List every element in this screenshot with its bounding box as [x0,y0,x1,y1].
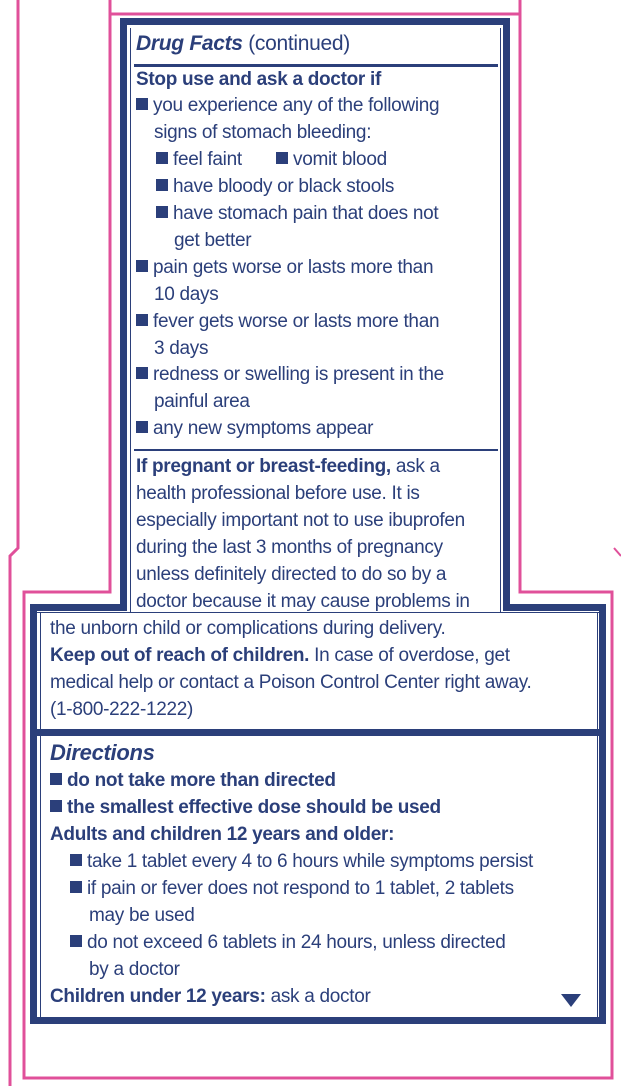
pregnant-heading: If pregnant or breast-feeding, [136,456,391,477]
sub-stools-text: have bloody or black stools [173,176,395,197]
stop-use-item-1-text: you experience any of the following [153,95,440,116]
pregnant-line-6: doctor because it may cause problems in [136,591,470,612]
directions-bullet-1 [50,768,336,795]
pregnant-line-1 [136,454,440,481]
stop-use-item-1-line-2: signs of stomach bleeding: [154,122,372,143]
adults-item-1 [70,849,533,876]
stop-use-item-5-text: any new symptoms appear [153,418,374,439]
adults-item-3-line-1 [70,930,506,957]
adults-heading: Adults and children 12 years and older: [50,824,395,845]
directions-bullet-1-text: do not take more than directed [67,770,336,791]
bullet-square-icon [70,935,82,947]
section-rule-1 [134,449,498,451]
adults-item-2-text: if pain or fever does not respond to 1 tablet, 2 tablets [87,878,514,899]
sub-pain-text: have stomach pain that does not [173,203,439,224]
title-label: Drug Facts [136,32,243,55]
keep-out-text-1: In case of overdose, get [309,645,510,666]
sub-item-feel-faint [156,147,242,174]
children-text: ask a doctor [265,986,371,1007]
pregnant-text-1: ask a [390,456,440,477]
adults-item-3-text: do not exceed 6 tablets in 24 hours, unless directed [87,932,506,953]
poison-control-phone: (1-800-222-1222) [50,699,194,720]
stop-use-item-1-line-1 [136,93,439,120]
title-continued: (continued) [248,32,350,55]
pregnant-line-2: health professional before use. It is [136,483,420,504]
directions-bullet-2 [50,795,441,822]
children-line [50,984,371,1011]
stop-use-item-3-line-1 [136,309,439,336]
stop-use-item-3-line-2: 3 days [154,338,209,359]
sub-feel-faint-text: feel faint [173,149,242,170]
directions-divider [37,729,599,736]
stop-use-heading: Stop use and ask a doctor if [136,69,381,90]
keep-out-line-1 [50,643,510,670]
bullet-square-icon [276,152,288,164]
stop-use-item-2-line-1 [136,255,433,282]
pregnant-line-4: during the last 3 months of pregnancy [136,537,443,558]
keep-out-line-2: medical help or contact a Poison Control Center right away. [50,672,532,693]
stop-use-item-5 [136,416,373,443]
bullet-square-icon [50,800,62,812]
sub-item-vomit-blood [276,147,387,174]
bullet-square-icon [156,179,168,191]
bullet-square-icon [136,314,148,326]
stop-use-item-3-text: fever gets worse or lasts more than [153,311,440,332]
bullet-square-icon [156,152,168,164]
drug-facts-title [136,31,350,58]
adults-item-3-line-2: by a doctor [89,959,180,980]
sub-item-stools [156,174,394,201]
stop-use-item-4-line-1 [136,362,444,389]
sub-vomit-blood-text: vomit blood [293,149,387,170]
sub-item-stomach-pain-line-2: get better [174,230,252,251]
bullet-square-icon [136,260,148,272]
bullet-square-icon [136,367,148,379]
bullet-square-icon [156,206,168,218]
down-triangle-icon [561,994,581,1008]
adults-item-2-line-1 [70,876,514,903]
adults-item-1-text: take 1 tablet every 4 to 6 hours while symptoms persist [87,851,534,872]
adults-item-2-line-2: may be used [89,905,195,926]
children-heading: Children under 12 years: [50,986,266,1007]
directions-title: Directions [50,740,155,765]
bullet-square-icon [136,421,148,433]
pregnant-line-5: unless definitely directed to do so by a [136,564,447,585]
stop-use-item-2-line-2: 10 days [154,284,219,305]
directions-bullet-2-text: the smallest effective dose should be used [67,797,441,818]
stop-use-item-2-text: pain gets worse or lasts more than [153,257,434,278]
bullet-square-icon [70,854,82,866]
stop-use-item-4-text: redness or swelling is present in the [153,364,444,385]
pregnant-line-3: especially important not to use ibuprofen [136,510,465,531]
stop-use-item-4-line-2: painful area [154,391,250,412]
sub-item-stomach-pain-line-1 [156,201,438,228]
bullet-square-icon [136,98,148,110]
keep-out-heading: Keep out of reach of children. [50,645,310,666]
pregnant-line-7: the unborn child or complications during delivery. [50,618,446,639]
bullet-square-icon [50,773,62,785]
bullet-square-icon [70,881,82,893]
